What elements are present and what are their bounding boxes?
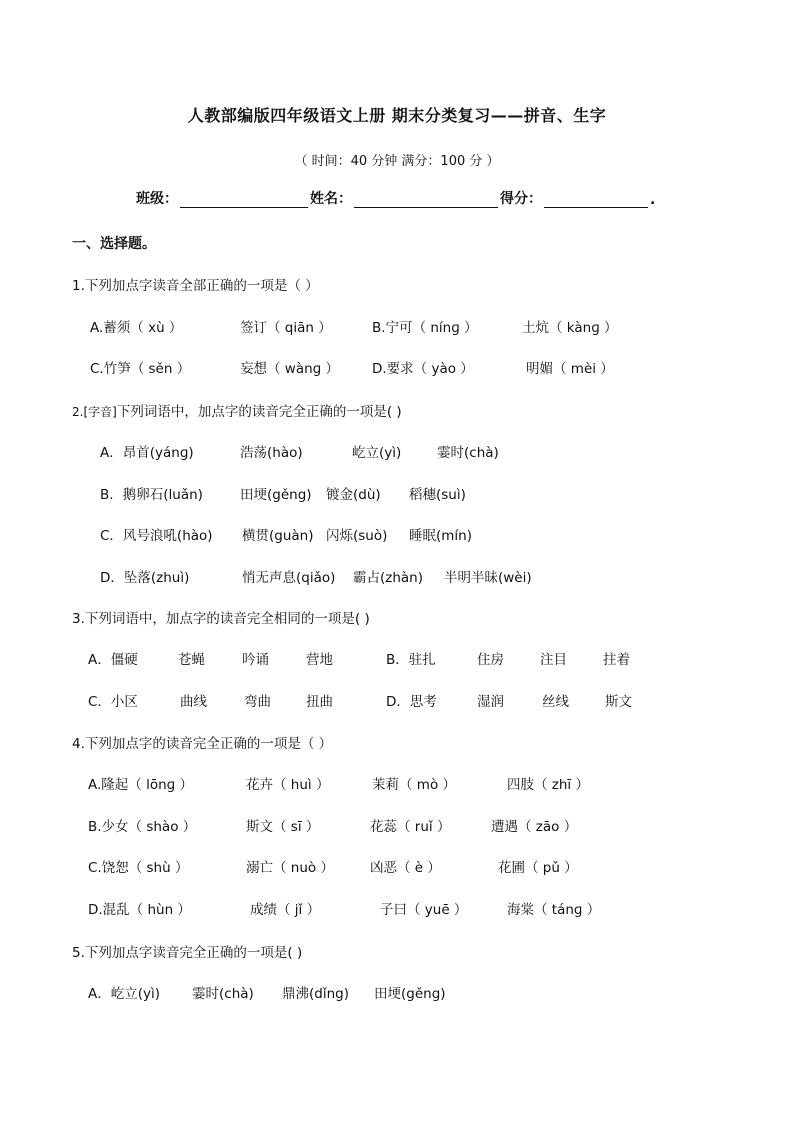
- name-blank[interactable]: [354, 189, 498, 208]
- q3-option-d-word-2: 湿润: [477, 694, 504, 710]
- score-label: 得分：: [500, 191, 542, 207]
- q4-option-a-word-4: 四肢（ zhī ）: [507, 777, 589, 793]
- q2-option-b-word-4: 稻穗(suì): [409, 487, 466, 503]
- q4-option-d-word-3: 子曰（ yuē ）: [380, 902, 468, 918]
- q4-option-a-word-2: 花卉（ huì ）: [246, 777, 330, 793]
- q4-option-c-word-2: 溺亡（ nuò ）: [246, 860, 334, 876]
- question-2-stem: [72, 400, 402, 420]
- question-2-row-a: [0, 441, 794, 465]
- q3-option-d-word-4: 斯文: [605, 694, 632, 710]
- question-1-stem: 1.下列加点字读音全部正确的一项是（ ）: [72, 278, 319, 294]
- q3-option-b-word-1: B．驻扎: [386, 652, 436, 668]
- question-3-row-2: [0, 690, 794, 714]
- q4-option-d-word-4: 海棠（ tánɡ ）: [507, 902, 601, 918]
- q4-option-a-word-3: 茉莉（ mò ）: [372, 777, 456, 793]
- q3-option-c-word-2: 曲线: [180, 694, 207, 710]
- q5-option-a-word-4: 田埂(gěng): [374, 986, 446, 1002]
- q1-option-a-word-1: A.蓄须（ xù ）: [90, 320, 183, 336]
- q2-option-a-word-4: 霎时(chà): [437, 445, 499, 461]
- q2-option-c-word-3: 闪烁(suò): [326, 528, 388, 544]
- q1-option-d-word-1: D.要求（ yào ）: [372, 361, 474, 377]
- class-blank[interactable]: [180, 189, 308, 208]
- q3-option-a-word-4: 营地: [306, 652, 333, 668]
- question-5-stem: 5.下列加点字读音完全正确的一项是( ): [72, 945, 303, 961]
- q2-option-b-word-3: 镀金(dù): [326, 487, 381, 503]
- question-4-row-b: [0, 815, 794, 839]
- q4-option-c-word-4: 花圃（ pǔ ）: [498, 860, 578, 876]
- question-2-row-c: [0, 524, 794, 548]
- name-label: 姓名：: [310, 191, 352, 207]
- question-2-text: 下列词语中，加点字的读音完全正确的一项是( ): [116, 404, 402, 420]
- q4-option-c-word-3: 凶恶（ è ）: [370, 860, 441, 876]
- q4-option-b-word-3: 花蕊（ ruǐ ）: [370, 819, 451, 835]
- q2-option-b-word-1: B．鹅卵石(luǎn): [100, 487, 203, 503]
- q3-option-d-word-1: D．思考: [386, 694, 437, 710]
- question-5-row-a: [0, 982, 794, 1006]
- q2-option-d-word-3: 霸占(zhàn): [353, 570, 424, 586]
- q1-option-b-word-2: 土炕（ kànɡ ）: [522, 320, 618, 336]
- question-1-row-2: [0, 357, 794, 381]
- q2-option-d-word-2: 悄无声息(qiǎo): [242, 570, 336, 586]
- q2-option-c-word-1: C．风号浪吼(hào): [100, 528, 213, 544]
- q4-option-a-word-1: A.隆起（ lōnɡ ）: [88, 777, 194, 793]
- q1-option-a-word-2: 签订（ qiān ）: [240, 320, 332, 336]
- q1-option-c-word-2: 妄想（ wànɡ ）: [240, 361, 340, 377]
- q1-option-d-word-2: 明媚（ mèi ）: [526, 361, 614, 377]
- q2-option-a-word-1: A．昂首(yánɡ): [100, 445, 194, 461]
- q3-option-c-word-4: 扭曲: [306, 694, 333, 710]
- question-4-row-d: [0, 898, 794, 922]
- q4-option-b-word-2: 斯文（ sī ）: [246, 819, 320, 835]
- q4-option-b-word-1: B.少女（ shào ）: [88, 819, 197, 835]
- q3-option-c-word-3: 弯曲: [244, 694, 271, 710]
- question-4-row-a: [0, 773, 794, 797]
- page-title: 人教部编版四年级语文上册 期末分类复习——拼音、生字: [187, 106, 607, 125]
- class-label: 班级：: [136, 191, 178, 207]
- q2-option-c-word-4: 睡眠(mín): [409, 528, 472, 544]
- q2-option-b-word-2: 田埂(gěng): [240, 487, 312, 503]
- q2-option-c-word-2: 横贯(guàn): [242, 528, 314, 544]
- q5-option-a-word-2: 霎时(chà): [192, 986, 254, 1002]
- q4-option-d-word-1: D.混乱（ hùn ）: [88, 902, 191, 918]
- q3-option-a-word-3: 吟诵: [242, 652, 269, 668]
- question-4-stem: 4.下列加点字的读音完全正确的一项是（ ）: [72, 736, 333, 752]
- question-3-row-1: [0, 648, 794, 672]
- question-4-row-c: [0, 856, 794, 880]
- q2-option-d-word-1: D．坠落(zhuì): [100, 570, 190, 586]
- q4-option-b-word-4: 遭遇（ zāo ）: [491, 819, 578, 835]
- q5-option-a-word-1: A．屹立(yì): [88, 986, 161, 1002]
- score-blank[interactable]: [544, 189, 648, 208]
- q3-option-b-word-4: 拄着: [603, 652, 630, 668]
- end-mark: .: [650, 192, 656, 208]
- q5-option-a-word-3: 鼎沸(dǐng): [282, 986, 349, 1002]
- exam-time-and-score: （ 时间：40 分钟 满分：100 分 ）: [294, 154, 500, 169]
- q3-option-a-word-2: 苍蝇: [178, 652, 205, 668]
- q4-option-c-word-1: C.饶恕（ shù ）: [88, 860, 189, 876]
- q3-option-b-word-3: 注目: [540, 652, 567, 668]
- q2-option-a-word-3: 屹立(yì): [352, 445, 402, 461]
- q2-option-d-word-4: 半明半昧(wèi): [444, 570, 532, 586]
- question-3-stem: 3.下列词语中，加点字的读音完全相同的一项是( ): [72, 611, 370, 627]
- q1-option-c-word-1: C.竹笋（ sěn ）: [90, 361, 191, 377]
- q1-option-b-word-1: B.宁可（ nínɡ ）: [372, 320, 478, 336]
- question-2-number-tag: 2.[字音]: [72, 405, 117, 419]
- student-info-line: [136, 188, 655, 208]
- section-title: 一、选择题。: [72, 236, 156, 252]
- q2-option-a-word-2: 浩荡(hào): [240, 445, 303, 461]
- q3-option-a-word-1: A．僵硬: [88, 652, 138, 668]
- question-2-row-d: [0, 566, 794, 590]
- question-2-row-b: [0, 483, 794, 507]
- q3-option-c-word-1: C．小区: [88, 694, 138, 710]
- q3-option-b-word-2: 住房: [477, 652, 504, 668]
- q3-option-d-word-3: 丝线: [542, 694, 569, 710]
- question-1-row-1: [0, 316, 794, 340]
- q4-option-d-word-2: 成绩（ jǐ ）: [250, 902, 321, 918]
